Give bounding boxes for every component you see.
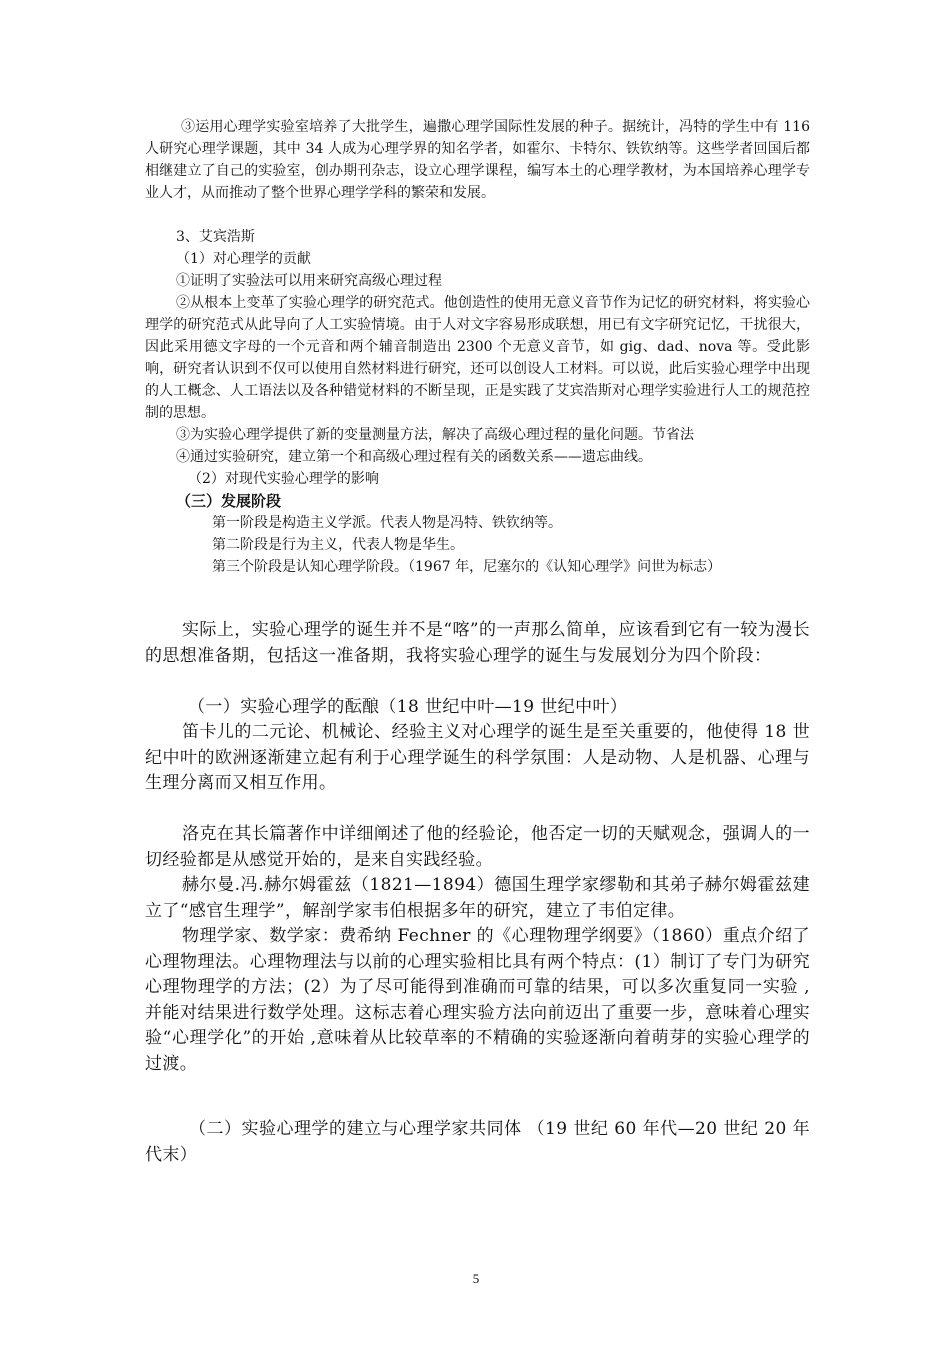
stage-3: 第三个阶段是认知心理学阶段。（1967 年，尼塞尔的《认知心理学》问世为标志） [212,559,722,575]
page-number: 5 [472,1271,480,1286]
paragraph-text: ②从根本上变革了实验心理学的研究范式。他创造性的使用无意义音节作为记忆的研究材料，将实验心理学的研究范式从此导向了人工实验情境。由于人对文字容易形成联想，用已有文字研究记忆，干扰很大，因此采用德文字母的一个元音和两个辅音制造出 2300 个无意义音节，如 gig、dad、nova 等。受此影响，研究者认识到不仅可以使用自然材料进行研究，还可以创设人工材料。可以说，此后实验心理学中出现的人工概念、人工语法以及各种错觉材料的不断呈现，正是实践了艾宾浩斯对心理学实验进行人工的规范控制的思想。 [145,295,810,421]
item-3: ③为实验心理学提供了新的变量测量方法，解决了高级心理过程的量化问题。节省法 [176,427,694,443]
paragraph-text: 赫尔曼.冯.赫尔姆霍兹（1821—1894）德国生理学家缪勒和其弟子赫尔姆霍兹建立了“感官生理学”，解剖学家韦伯根据多年的研究，建立了韦伯定律。 [145,875,810,921]
subheading-influence: （2）对现代实验心理学的影响 [188,471,379,487]
paragraph-text: 洛克在其长篇著作中详细阐述了他的经验论，他否定一切的天赋观念，强调人的一切经验都是从感觉开始的，是来自实践经验。 [145,824,810,870]
paragraph-wundt-students [145,116,810,204]
paragraph-paradigm [145,292,810,424]
heading-ebbinghaus: 3、艾宾浩斯 [176,229,255,245]
heading-brewing: （一）实验心理学的酝酿（18 世纪中叶—19 世纪中叶） [188,697,628,717]
heading-text: （二）实验心理学的建立与心理学家共同体 （19 世纪 60 年代—20 世纪 20 年代末） [145,1119,810,1165]
heading-development-stages: （三）发展阶段 [176,492,282,510]
stage-1: 第一阶段是构造主义学派。代表人物是冯特、铁钦纳等。 [212,515,562,531]
paragraph-helmholtz [145,873,810,924]
heading-establishment [145,1117,810,1168]
paragraph-intro [145,618,810,669]
item-1: ①证明了实验法可以用来研究高级心理过程 [176,273,442,289]
paragraph-text: 实际上，实验心理学的诞生并不是“喀”的一声那么简单，应该看到它有一较为漫长的思想准备期，包括这一准备期，我将实验心理学的诞生与发展划分为四个阶段： [145,620,810,666]
paragraph-text: 笛卡儿的二元论、机械论、经验主义对心理学的诞生是至关重要的，他使得 18 世纪中叶的欧洲逐渐建立起有利于心理学诞生的科学氛围：人是动物、人是机器、心理与生理分离而又相互作用。 [145,722,810,793]
paragraph-descartes [145,720,810,797]
subheading-contribution: （1）对心理学的贡献 [176,251,311,267]
paragraph-text: 物理学家、数学家：费希纳 Fechner 的《心理物理学纲要》（1860）重点介绍了心理物理法。心理物理法与以前的心理实验相比具有两个特点：(1）制订了专门为研究心理物理学的方法；(2）为了尽可能得到准确而可靠的结果，可以多次重复同一实验 ,并能对结果进行数学处理。这标志着心理实验方法向前迈出了重要一步，意味着心理实验“心理学化”的开始 ,意味着从比较草率的不精确的实验逐渐向着萌芽的实验心理学的过渡。 [145,926,810,1074]
paragraph-fechner [145,924,810,1077]
item-4: ④通过实验研究，建立第一个和高级心理过程有关的函数关系——遗忘曲线。 [176,449,652,465]
paragraph-text: ③运用心理学实验室培养了大批学生，遍撒心理学国际性发展的种子。据统计，冯特的学生中有 116 人研究心理学课题，其中 34 人成为心理学界的知名学者，如霍尔、卡特尔、铁钦纳等。这些学者回国后都相继建立了自己的实验室，创办期刊杂志，设立心理学课程，编写本土的心理学教材，为本国培养心理学专业人才，从而推动了整个世界心理学学科的繁荣和发展。 [145,119,810,201]
stage-2: 第二阶段是行为主义，代表人物是华生。 [212,537,464,553]
paragraph-locke [145,822,810,873]
